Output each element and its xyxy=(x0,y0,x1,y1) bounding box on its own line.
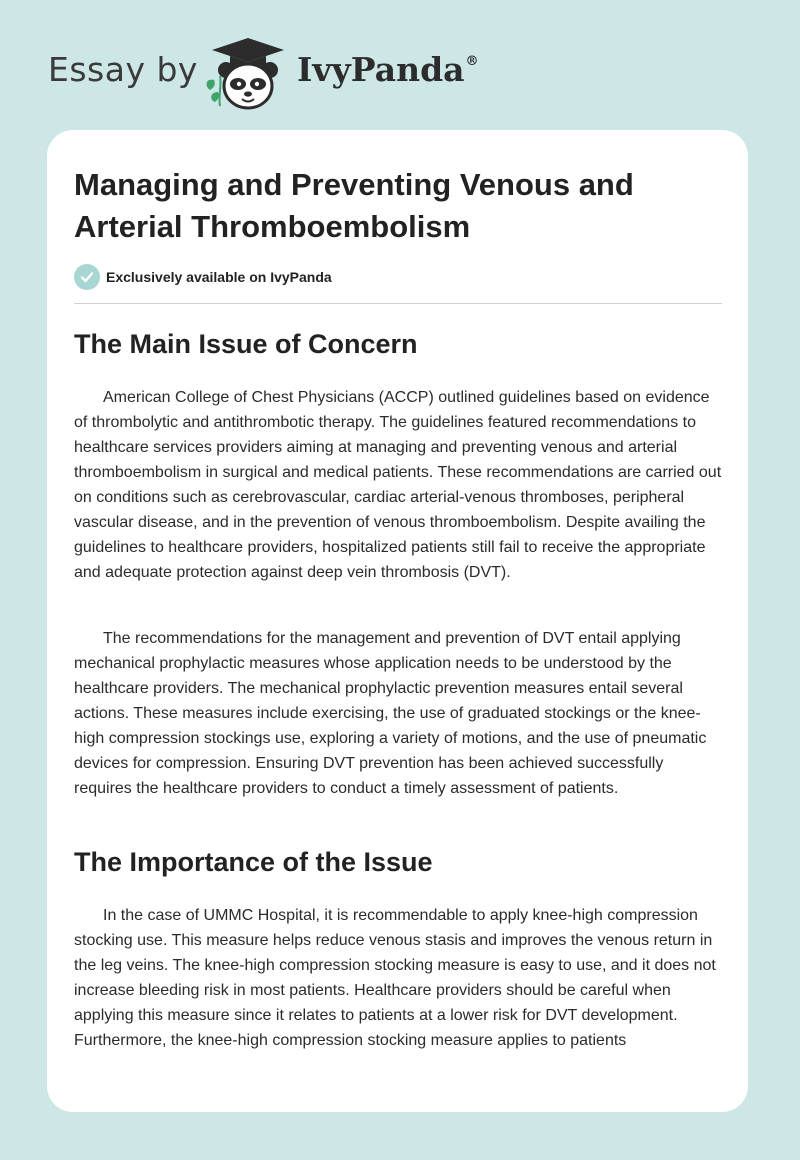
essay-title: Managing and Preventing Venous and Arterial Thromboembolism xyxy=(74,167,634,244)
paragraph: In the case of UMMC Hospital, it is recommendable to apply knee-high compression stocking use. This measure helps reduce venous stasis and improves the venous return in the leg veins. The knee-high compression stocking measure is easy to use, and it does not increase bleeding risk in most patients. Healthcare providers should be careful when applying this measure since it relates to patients at a lower risk for DVT development. Furthermore, the knee-high compression stocking measure applies to patients xyxy=(74,907,716,1049)
brand-text: IvyPanda xyxy=(297,50,465,89)
brand-name[interactable] xyxy=(297,50,479,89)
registered-mark: ® xyxy=(465,54,479,69)
site-header xyxy=(0,0,800,120)
exclusive-badge xyxy=(74,263,332,291)
paragraph: American College of Chest Physicians (ACCP) outlined guidelines based on evidence of thrombolytic and antithrombotic therapy. The guidelines featured recommendations to healthcare services providers aiming at managing and preventing venous and arterial thromboembolism in surgical and medical patients. These recommendations are carried out on conditions such as cerebrovascular, cardiac arterial-venous thromboses, peripheral vascular disease, and in the prevention of venous thromboembolism. Despite availing the guidelines to healthcare providers, hospitalized patients still fail to receive the appropriate and adequate protection against deep vein thrombosis (DVT). xyxy=(74,389,722,581)
title-divider xyxy=(74,303,722,304)
panda-logo-icon[interactable] xyxy=(200,36,296,112)
exclusive-badge-label: Exclusively available on IvyPanda xyxy=(106,269,332,285)
essay-card xyxy=(47,130,748,1112)
section-heading-main-issue: The Main Issue of Concern xyxy=(74,329,418,359)
check-circle-icon xyxy=(74,264,100,290)
essay-by-label: Essay by xyxy=(48,50,198,89)
paragraph: The recommendations for the management and prevention of DVT entail applying mechanical prophylactic measures whose application needs to be understood by the healthcare providers. The mechanical prophylactic prevention measures entail several actions. These measures include exercising, the use of graduated stockings or the knee-high compression stockings use, exploring a variety of motions, and the use of pneumatic devices for compression. Ensuring DVT prevention has been achieved successfully requires the healthcare providers to conduct a timely assessment of patients. xyxy=(74,630,707,797)
section-heading-importance: The Importance of the Issue xyxy=(74,847,433,877)
